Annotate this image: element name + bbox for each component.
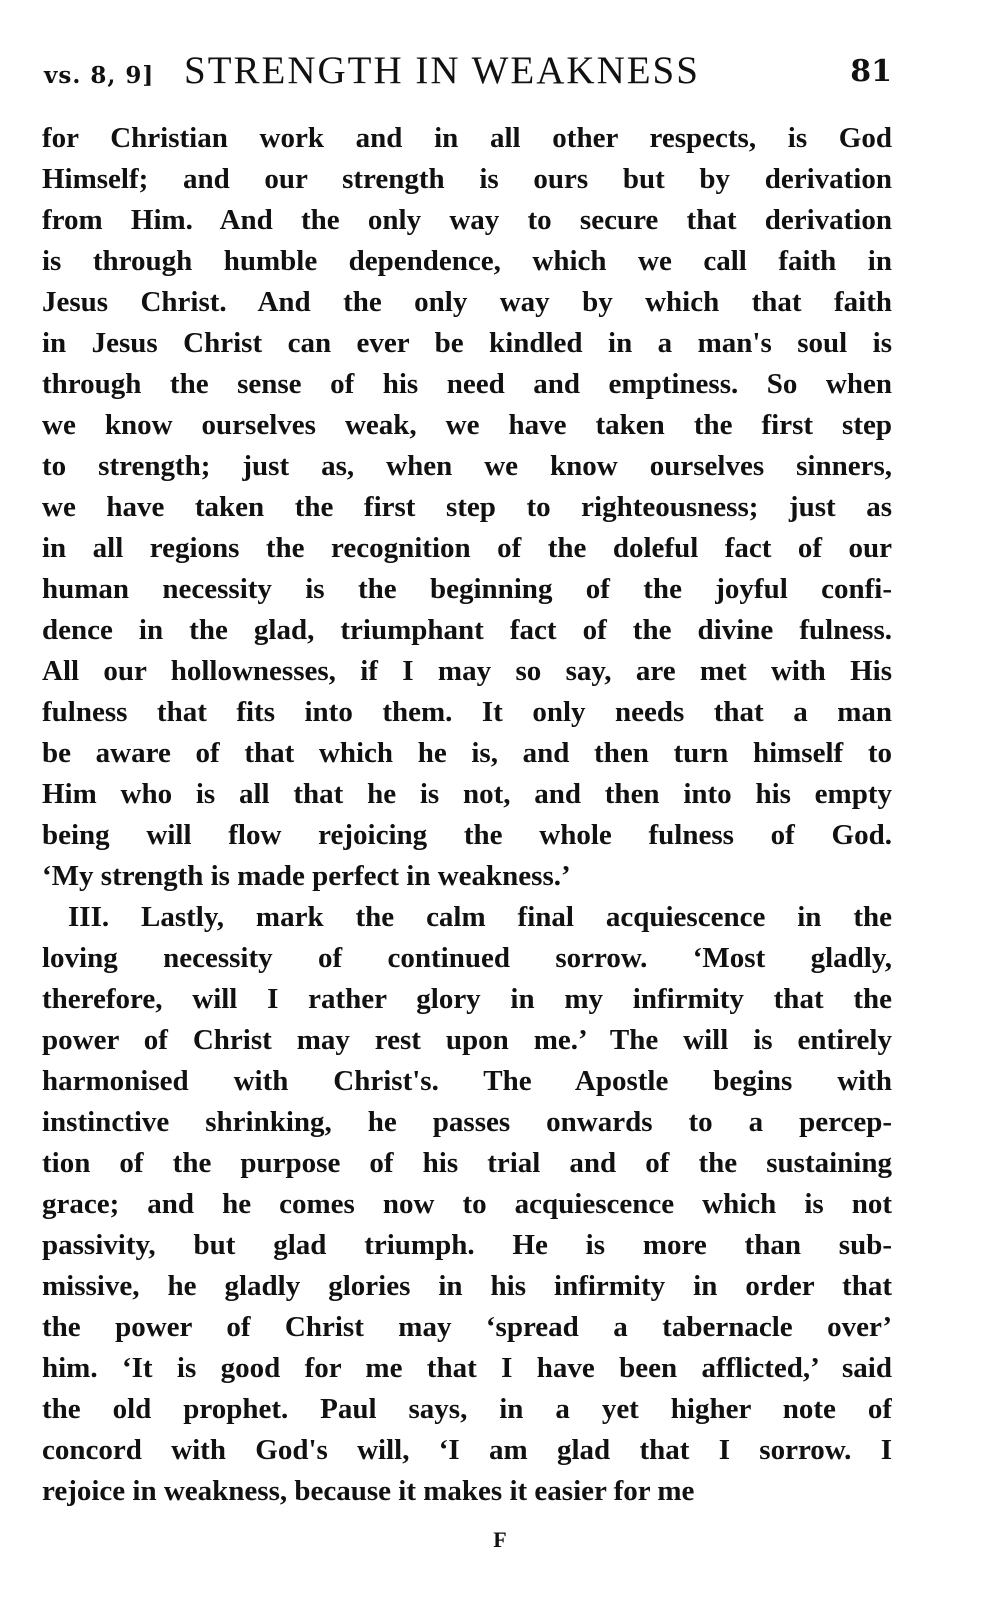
text-line: him. ‘It is good for me that I have been afflicted,’ said bbox=[42, 1352, 892, 1384]
text-line: to strength; just as, when we know ourselves sinners, bbox=[42, 450, 892, 482]
text-line: being will flow rejoicing the whole fulness of God. bbox=[42, 819, 892, 851]
text-line: ‘My strength is made perfect in weakness.’ bbox=[42, 860, 571, 892]
text-line: passivity, but glad triumph. He is more than sub- bbox=[42, 1229, 892, 1261]
text-line: is through humble dependence, which we call faith in bbox=[42, 245, 892, 277]
paragraph bbox=[42, 897, 892, 1512]
text-line: in Jesus Christ can ever be kindled in a man's soul is bbox=[42, 327, 892, 359]
text-line: through the sense of his need and emptiness. So when bbox=[42, 368, 892, 400]
text-line: missive, he gladly glories in his infirmity in order that bbox=[42, 1270, 892, 1302]
text-line: for Christian work and in all other respects, is God bbox=[42, 122, 892, 154]
text-line: All our hollownesses, if I may so say, are met with His bbox=[42, 655, 892, 687]
text-line: rejoice in weakness, because it makes it easier for me bbox=[42, 1475, 695, 1507]
text-line: in all regions the recognition of the doleful fact of our bbox=[42, 532, 892, 564]
body-text bbox=[42, 118, 892, 1512]
text-line: concord with God's will, ‘I am glad that I sorrow. I bbox=[42, 1434, 892, 1466]
text-line: therefore, will I rather glory in my infirmity that the bbox=[42, 983, 892, 1015]
text-line: tion of the purpose of his trial and of the sustaining bbox=[42, 1147, 892, 1179]
text-line: Him who is all that he is not, and then into his empty bbox=[42, 778, 892, 810]
text-line: instinctive shrinking, he passes onwards to a percep- bbox=[42, 1106, 892, 1138]
text-line: the old prophet. Paul says, in a yet higher note of bbox=[42, 1393, 892, 1425]
text-line: we have taken the first step to righteousness; just as bbox=[42, 491, 892, 523]
signature-mark: F bbox=[493, 1527, 507, 1552]
text-line: from Him. And the only way to secure that derivation bbox=[42, 204, 892, 236]
page-header bbox=[44, 48, 892, 98]
page-number: 81 bbox=[850, 54, 892, 89]
text-line: the power of Christ may ‘spread a tabernacle over’ bbox=[42, 1311, 892, 1343]
text-line: power of Christ may rest upon me.’ The will is entirely bbox=[42, 1024, 892, 1056]
text-line: be aware of that which he is, and then turn himself to bbox=[42, 737, 892, 769]
text-line: harmonised with Christ's. The Apostle begins with bbox=[42, 1065, 892, 1097]
running-title: STRENGTH IN WEAKNESS bbox=[184, 49, 700, 92]
text-line: dence in the glad, triumphant fact of the divine fulness. bbox=[42, 614, 892, 646]
verse-reference: vs. 8, 9] bbox=[44, 62, 155, 89]
text-line: human necessity is the beginning of the joyful confi- bbox=[42, 573, 892, 605]
text-line: III. Lastly, mark the calm final acquiescence in the bbox=[68, 901, 892, 933]
text-line: loving necessity of continued sorrow. ‘Most gladly, bbox=[42, 942, 892, 974]
paragraph bbox=[42, 118, 892, 897]
text-line: Himself; and our strength is ours but by derivation bbox=[42, 163, 892, 195]
text-line: Jesus Christ. And the only way by which that faith bbox=[42, 286, 892, 318]
text-line: we know ourselves weak, we have taken the first step bbox=[42, 409, 892, 441]
text-line: fulness that fits into them. It only needs that a man bbox=[42, 696, 892, 728]
text-line: grace; and he comes now to acquiescence which is not bbox=[42, 1188, 892, 1220]
